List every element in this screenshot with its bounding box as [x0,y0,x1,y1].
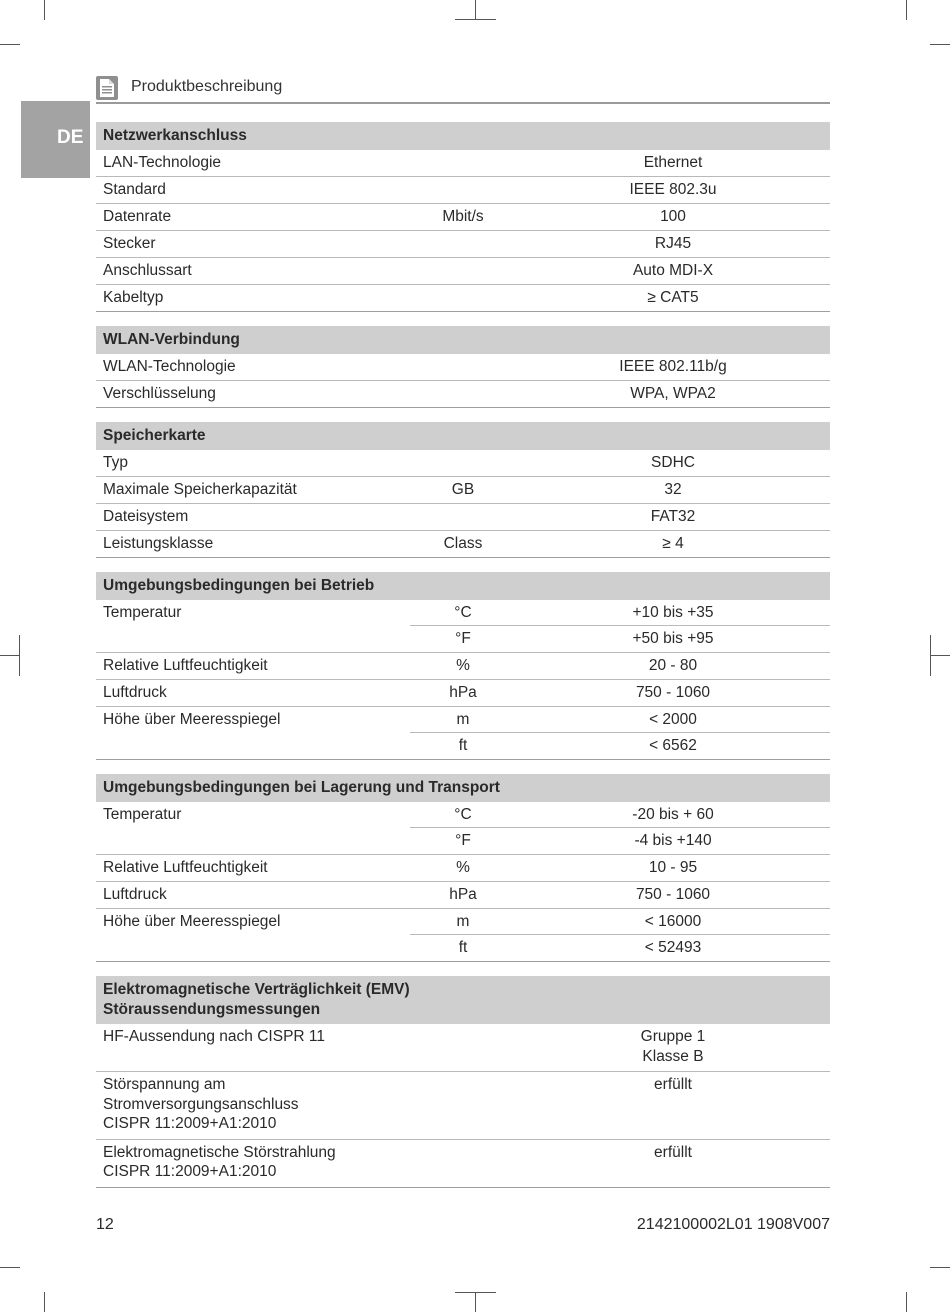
spec-row [96,257,830,284]
crop-mark [930,1267,950,1268]
row-value: IEEE 802.3u [629,181,717,198]
row-unit: °C [454,806,472,823]
row-value: 32 [664,481,682,498]
row-unit: m [456,913,470,930]
row-label [96,935,410,961]
row-unit [410,381,516,407]
page-header [96,74,830,104]
spec-row [96,733,830,759]
row-label: Luftdruck [103,684,167,701]
row-unit: °F [455,630,471,647]
row-label [96,733,410,759]
spec-row [96,626,830,652]
group-heading: Netzwerkanschluss [96,122,830,150]
row-label: Relative Luftfeuchtigkeit [103,657,268,674]
crop-mark [906,1292,907,1312]
crop-mark [475,1292,476,1312]
crop-mark [930,635,931,676]
spec-row [96,600,830,626]
row-unit: Mbit/s [442,208,484,225]
row-label: Datenrate [103,208,172,225]
spec-row [96,284,830,311]
row-unit [410,1075,516,1134]
row-value: 10 - 95 [648,859,698,876]
row-unit: °F [455,832,471,849]
row-label: Kabeltyp [103,289,164,306]
spec-row [96,503,830,530]
row-unit: m [456,711,470,728]
row-label: Höhe über Meeresspiegel [103,913,281,930]
spec-row [96,679,830,706]
row-unit: ft [458,939,468,956]
row-value: erfüllt [654,1076,692,1093]
language-tab: DE [21,101,90,178]
spec-row [96,450,830,476]
row-value: FAT32 [650,508,696,525]
spec-row [96,176,830,203]
page-number: 12 [96,1216,114,1233]
crop-mark [0,1267,20,1268]
spec-row [96,935,830,961]
row-label [96,828,410,854]
spec-group [96,774,830,962]
spec-group [96,326,830,408]
row-label: LAN-Technologie [103,154,222,171]
row-value: 100 [660,208,686,225]
spec-row [96,854,830,881]
spec-row [96,230,830,257]
row-unit [410,177,516,203]
spec-group [96,122,830,312]
row-label: Elektromagnetische Störstrahlung CISPR 11:2009+A1:2010 [103,1143,336,1180]
row-label: Leistungsklasse [103,535,214,552]
spec-group [96,572,830,760]
row-unit [410,450,516,476]
spec-row [96,380,830,407]
row-unit [410,258,516,284]
crop-mark [930,655,950,656]
row-unit: °C [454,604,472,621]
group-heading: Speicherkarte [96,422,830,450]
spec-row [96,706,830,733]
spec-group [96,976,830,1188]
spec-row [96,1139,830,1187]
crop-mark [906,0,907,20]
row-value: erfüllt [654,1143,692,1161]
row-value: 750 - 1060 [635,684,711,701]
crop-mark [0,44,20,45]
row-label: Störspannung am Stromversorgungsanschluss CISPR 11:2009+A1:2010 [103,1076,299,1132]
row-value: SDHC [651,454,695,471]
row-value: 750 - 1060 [635,886,711,903]
row-unit: % [456,859,470,876]
section-title: Produktbeschreibung [131,78,283,95]
spec-row [96,476,830,503]
row-label: Maximale Speicherkapazität [103,481,297,498]
row-value: WPA, WPA2 [630,385,716,402]
document-code: 2142100002L01 1908V007 [636,1216,830,1233]
row-unit: Class [443,535,483,552]
row-value: < 6562 [649,737,697,754]
spec-table [96,122,830,1202]
spec-row [96,354,830,380]
row-label: Höhe über Meeresspiegel [103,711,281,728]
spec-row [96,802,830,828]
row-value: 20 - 80 [648,657,698,674]
crop-mark [455,1292,496,1293]
spec-row [96,150,830,176]
row-value: Auto MDI-X [632,262,714,279]
document-icon [96,76,118,100]
spec-row [96,828,830,854]
crop-mark [44,0,45,20]
row-unit [410,1027,516,1066]
group-heading: WLAN-Verbindung [96,326,830,354]
row-unit: hPa [449,684,477,701]
crop-mark [44,1292,45,1312]
row-unit [410,504,516,530]
row-label: Stecker [103,235,156,252]
row-value: Ethernet [643,154,703,171]
row-label: WLAN-Technologie [103,358,236,375]
row-value: +10 bis +35 [632,604,714,621]
row-value: RJ45 [654,235,692,252]
row-label: Standard [103,181,166,198]
row-label: Anschlussart [103,262,192,279]
row-label: Luftdruck [103,886,167,903]
spec-row [96,1024,830,1071]
spec-row [96,881,830,908]
spec-row [96,1071,830,1139]
row-unit [410,354,516,380]
crop-mark [930,44,950,45]
row-value: ≥ 4 [662,535,684,552]
row-value: ≥ CAT5 [647,289,699,306]
row-value: < 52493 [644,939,702,956]
row-value: -20 bis + 60 [632,806,714,823]
row-unit: GB [451,481,475,498]
group-heading: Elektromagnetische Verträglichkeit (EMV) Störaussendungsmessungen [96,976,830,1024]
spec-row [96,530,830,557]
crop-mark [0,655,20,656]
row-unit [410,150,516,176]
row-value: Gruppe 1 Klasse B [640,1028,706,1065]
spec-row [96,908,830,935]
row-label: Dateisystem [103,508,189,525]
row-value: < 2000 [649,711,697,728]
row-label: HF-Aussendung nach CISPR 11 [103,1028,325,1045]
group-heading: Umgebungsbedingungen bei Betrieb [96,572,830,600]
row-label: Temperatur [103,806,182,823]
spec-row [96,652,830,679]
row-unit [410,231,516,257]
row-unit [410,285,516,311]
crop-mark [455,19,496,20]
row-value: -4 bis +140 [634,832,712,849]
row-unit: % [456,657,470,674]
spec-group [96,422,830,558]
crop-mark [19,635,20,676]
row-label: Typ [103,454,128,471]
row-label: Relative Luftfeuchtigkeit [103,859,268,876]
row-label [96,626,410,652]
row-unit [410,1143,516,1182]
row-label: Verschlüsselung [103,385,216,402]
row-unit: ft [458,737,468,754]
row-unit: hPa [449,886,477,903]
crop-mark [475,0,476,20]
row-value: < 16000 [644,913,702,930]
row-label: Temperatur [103,604,182,621]
group-heading: Umgebungsbedingungen bei Lagerung und Transport [96,774,830,802]
row-value: IEEE 802.11b/g [619,358,727,375]
row-value: +50 bis +95 [632,630,714,647]
spec-row [96,203,830,230]
